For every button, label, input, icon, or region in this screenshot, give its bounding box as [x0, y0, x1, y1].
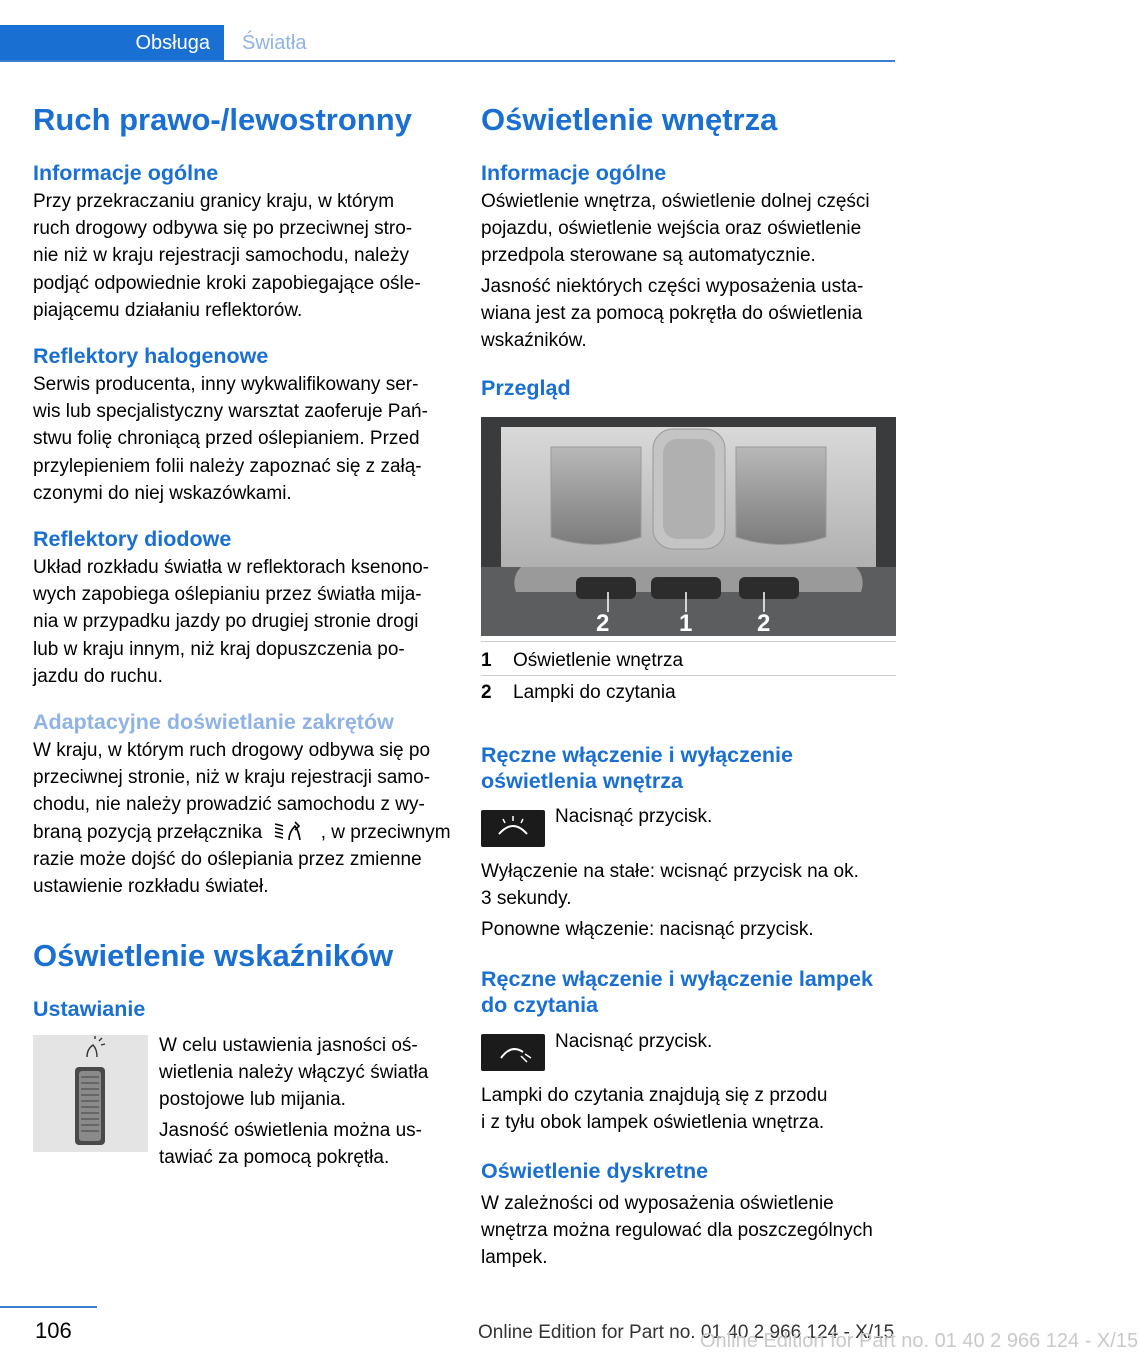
page-number: 106	[35, 1318, 72, 1343]
paragraph-halogenowe: Serwis producenta, inny wykwalifikowany ser‐ wis lub specjalistyczny warsztat zaoferuje Pań‐ stwu folię chroniącą przed oślepianiem. Przed przylepieniem folii należy zapoznać się z załą‐ czonymi do niej wskazówkami.	[33, 374, 428, 504]
paragraph-wnetrze-1: Oświetlenie wnętrza, oświetlenie dolnej części pojazdu, oświetlenie wejścia oraz oświetlenie przedpola sterowane są automatycznie.	[481, 191, 870, 267]
text-nacisnac-1: Nacisnąć przycisk.	[555, 806, 713, 827]
section-title-wnetrze: Oświetlenie wnętrza	[481, 102, 778, 137]
section-title-wskazniki: Oświetlenie wskaźników	[33, 938, 394, 973]
paragraph-ustawianie-2: Jasność oświetlenia można us‐ tawiać za pomocą pokrętła.	[159, 1120, 422, 1169]
figure-label-2-right: 2	[757, 610, 771, 637]
legend-num-2: 2	[481, 682, 492, 703]
subheading-reczne-wnetrze: Ręczne włączenie i wyłączenie oświetlenia wnętrza	[481, 743, 793, 793]
footer-rule	[0, 1306, 97, 1308]
legend-text-2: Lampki do czytania	[513, 682, 676, 703]
subheading-adaptacyjne: Adaptacyjne doświetlanie zakrętów	[33, 710, 394, 734]
subheading-ustawianie: Ustawianie	[33, 997, 146, 1021]
interior-light-overview-figure	[481, 417, 896, 636]
header-rule	[0, 60, 895, 62]
subheading-diodowe: Reflektory diodowe	[33, 527, 232, 551]
reading-light-button-icon	[481, 1034, 545, 1071]
light-switch-icon	[271, 820, 311, 842]
dimmer-dial-icon	[33, 1035, 148, 1152]
paragraph-ustawianie-1: W celu ustawienia jasności oś‐ wietlenia należy włączyć światła postojowe lub mijania.	[159, 1035, 429, 1111]
interior-light-button-icon	[481, 810, 545, 847]
figure-label-2-left: 2	[596, 610, 610, 637]
paragraph-wylaczenie: Wyłączenie na stałe: wcisnąć przycisk na ok. 3 sekundy.	[481, 861, 859, 910]
paragraph-diodowe: Układ rozkładu światła w reflektorach ksenono‐ wych zapobiega oślepianiu przez światła mija‐ nia w przypadku jazdy po drugiej stronie drogi lub w kraju innym, niż kraj dopuszczenia po‐ jazdu do ruchu.	[33, 557, 430, 687]
interior-light-panel-image	[481, 417, 896, 636]
section-title-ruch: Ruch prawo-/lewostronny	[33, 102, 412, 137]
subheading-reczne-lampki: Ręczne włączenie i wyłączenie lampek do czytania	[481, 967, 873, 1017]
subheading-dyskretne: Oświetlenie dyskretne	[481, 1159, 709, 1183]
edition-text: Online Edition for Part no. 01 40 2 966 124 - X/15	[478, 1322, 895, 1343]
paragraph-lampki: Lampki do czytania znajdują się z przodu i z tyłu obok lampek oświetlenia wnętrza.	[481, 1085, 828, 1134]
paragraph-ponowne: Ponowne włączenie: nacisnąć przycisk.	[481, 919, 814, 940]
legend-divider	[481, 641, 896, 642]
tab-swiatla[interactable]: Światła	[242, 32, 307, 54]
subheading-przeglad: Przegląd	[481, 376, 571, 400]
legend-text-1: Oświetlenie wnętrza	[513, 650, 684, 671]
text-nacisnac-2: Nacisnąć przycisk.	[555, 1031, 713, 1052]
subheading-informacje: Informacje ogólne	[33, 161, 219, 185]
watermark-text: Online Edition for Part no. 01 40 2 966 124 - X/15	[700, 1330, 1138, 1352]
paragraph-dyskretne: W zależności od wyposażenia oświetlenie wnętrza można regulować dla poszczególnych lampek.	[481, 1193, 873, 1269]
tab-obsluga[interactable]: Obsługa	[0, 25, 224, 62]
legend-divider	[481, 675, 896, 676]
paragraph-adaptacyjne: W kraju, w którym ruch drogowy odbywa się po przeciwnej stronie, niż w kraju rejestracji samo‐ chodu, nie należy prowadzić samochodu z wy‐ braną pozycją przełącznika , w przeciwnym razie może dojść do oślepiania przez zmienne ustawienie rozkładu świateł.	[33, 740, 451, 898]
paragraph-wnetrze-2: Jasność niektórych części wyposażenia usta‐ wiana jest za pomocą pokrętła do oświetlenia wskaźników.	[481, 276, 864, 352]
paragraph-informacje: Przy przekraczaniu granicy kraju, w którym ruch drogowy odbywa się po przeciwnej stro‐ nie niż w kraju rejestracji samochodu, należy podjąć odpowiednie kroki zapobiegające ośle‐ piającemu działaniu reflektorów.	[33, 191, 421, 321]
legend-num-1: 1	[481, 650, 492, 671]
figure-label-1: 1	[679, 610, 693, 637]
dimmer-dial-figure	[33, 1035, 148, 1152]
subheading-halogenowe: Reflektory halogenowe	[33, 344, 269, 368]
subheading-informacje-wnetrze: Informacje ogólne	[481, 161, 667, 185]
